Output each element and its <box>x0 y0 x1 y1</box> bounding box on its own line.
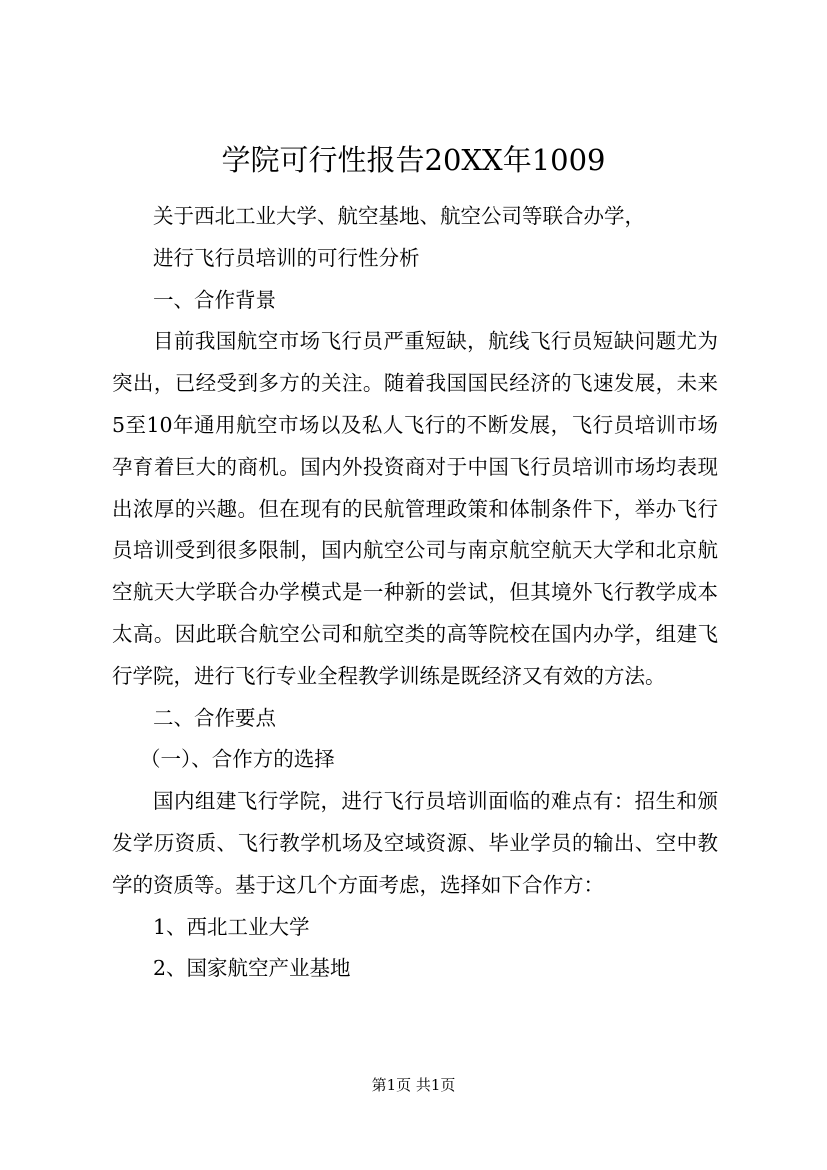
subsection-heading-partner-selection: （一）、合作方的选择 <box>140 747 335 772</box>
section-heading-background: 一、合作背景 <box>153 287 276 312</box>
paragraph-background: 目前我国航空市场飞行员严重短缺，航线飞行员短缺问题尤为突出，已经受到多方的关注。随着我国国民经济的飞速发展，未来5至10年通用航空市场以及私人飞行的不断发展，飞行员培训市场孕育着巨大的商机。国内外投资商对于中国飞行员培训市场均表现出浓厚的兴趣。但在现有的民航管理政策和体制条件下，举办飞行员培训受到很多限制，国内航空公司与南京航空航天大学和北京航空航天大学联合办学模式是一种新的尝试，但其境外飞行教学成本太高。因此联合航空公司和航空类的高等院校在国内办学，组建飞行学院，进行飞行专业全程教学训练是既经济又有效的方法。 <box>112 329 718 688</box>
subtitle-line-2: 进行飞行员培训的可行性分析 <box>153 245 420 270</box>
page-footer: 第1页 共1页 <box>371 1076 456 1094</box>
document-body <box>112 196 718 990</box>
section-heading-key-points: 二、合作要点 <box>153 705 276 730</box>
paragraph-partner-selection: 国内组建飞行学院，进行飞行员培训面临的难点有：招生和颁发学历资质、飞行教学机场及空域资源、毕业学员的输出、空中教学的资质等。基于这几个方面考虑，选择如下合作方： <box>112 789 718 897</box>
document-title: 学院可行性报告20XX年1009 <box>221 143 606 177</box>
list-item-2: 2、国家航空产业基地 <box>153 956 351 981</box>
list-item-1: 1、西北工业大学 <box>153 914 310 939</box>
subtitle-line-1: 关于西北工业大学、航空基地、航空公司等联合办学， <box>153 204 645 228</box>
